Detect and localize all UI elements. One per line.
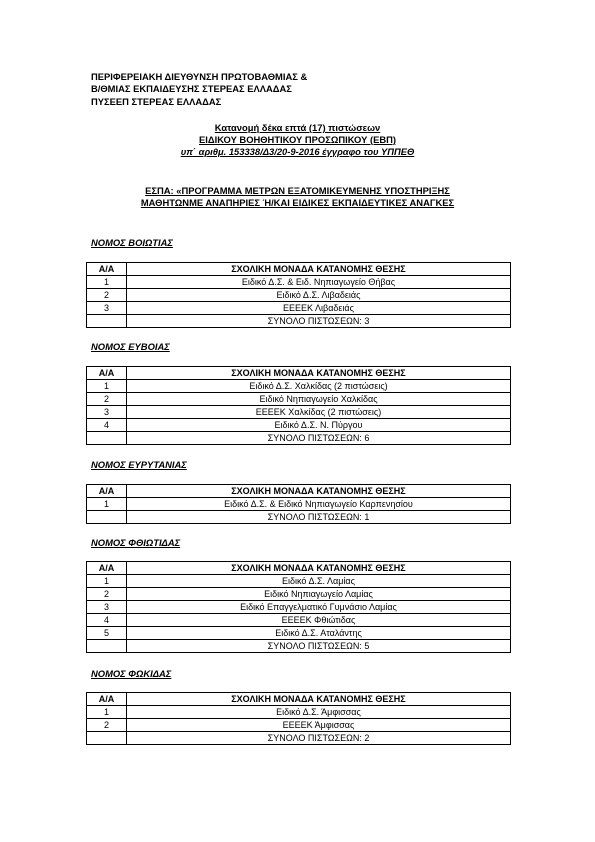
row-unit: Ειδικό Νηπιαγωγείο Λαμίας bbox=[127, 588, 511, 601]
row-aa: 3 bbox=[87, 406, 127, 419]
table-header-row bbox=[87, 367, 511, 380]
allocation-table bbox=[86, 561, 511, 653]
table-row bbox=[87, 719, 511, 732]
section-title: ΝΟΜΟΣ ΕΥΒΟΙΑΣ bbox=[91, 341, 170, 352]
header-unit: ΣΧΟΛΙΚΗ ΜΟΝΑΔΑ ΚΑΤΑΝΟΜΗΣ ΘΕΣΗΣ bbox=[127, 562, 511, 575]
header-unit: ΣΧΟΛΙΚΗ ΜΟΝΑΔΑ ΚΑΤΑΝΟΜΗΣ ΘΕΣΗΣ bbox=[127, 367, 511, 380]
row-aa: 4 bbox=[87, 419, 127, 432]
table-row bbox=[87, 588, 511, 601]
section-title: ΝΟΜΟΣ ΕΥΡΥΤΑΝΙΑΣ bbox=[91, 459, 187, 470]
table-total-row bbox=[87, 732, 511, 745]
row-aa-empty bbox=[87, 640, 127, 653]
table-row bbox=[87, 575, 511, 588]
program-line-1: ΕΣΠΑ: «ΠΡΟΓΡΑΜΜΑ ΜΕΤΡΩΝ ΕΞΑΤΟΜΙΚΕΥΜΕΝΗΣ ΥΠΟΣΤΗΡΙΞΗΣ bbox=[145, 185, 450, 196]
row-aa: 2 bbox=[87, 393, 127, 406]
header-aa: Α/Α bbox=[87, 485, 127, 498]
row-unit: ΕΕΕΕΚ Φθιώτιδας bbox=[127, 614, 511, 627]
total-credits: ΣΥΝΟΛΟ ΠΙΣΤΩΣΕΩΝ: 2 bbox=[127, 732, 511, 745]
row-unit: Ειδικό Δ.Σ. Αταλάντης bbox=[127, 627, 511, 640]
row-unit: Ειδικό Δ.Σ. & Ειδ. Νηπιαγωγείο Θήβας bbox=[127, 276, 511, 289]
row-aa: 3 bbox=[87, 601, 127, 614]
row-unit: Ειδικό Επαγγελματικό Γυμνάσιο Λαμίας bbox=[127, 601, 511, 614]
row-aa: 2 bbox=[87, 289, 127, 302]
table-row bbox=[87, 289, 511, 302]
header-unit: ΣΧΟΛΙΚΗ ΜΟΝΑΔΑ ΚΑΤΑΝΟΜΗΣ ΘΕΣΗΣ bbox=[127, 693, 511, 706]
table-row bbox=[87, 380, 511, 393]
issuer-header bbox=[91, 71, 307, 108]
allocation-table bbox=[86, 484, 511, 524]
row-unit: Ειδικό Δ.Σ. Λιβαδειάς bbox=[127, 289, 511, 302]
row-unit: Ειδικό Δ.Σ. Ν. Πύργου bbox=[127, 419, 511, 432]
header-aa: Α/Α bbox=[87, 693, 127, 706]
row-unit: Ειδικό Δ.Σ. Άμφισσας bbox=[127, 706, 511, 719]
row-aa: 1 bbox=[87, 276, 127, 289]
row-aa: 1 bbox=[87, 380, 127, 393]
row-aa-empty bbox=[87, 732, 127, 745]
row-aa: 4 bbox=[87, 614, 127, 627]
row-aa: 1 bbox=[87, 575, 127, 588]
program-line-2: ΜΑΘΗΤΩΝΜΕ ΑΝΑΠΗΡΙΕΣ Ή/ΚΑΙ ΕΙΔΙΚΕΣ ΕΚΠΑΙΔΕΥΤΙΚΕΣ ΑΝΑΓΚΕΣ bbox=[140, 197, 455, 209]
allocation-table bbox=[86, 262, 511, 328]
row-aa: 2 bbox=[87, 588, 127, 601]
row-unit: ΕΕΕΕΚ Άμφισσας bbox=[127, 719, 511, 732]
subject-line-3: υπ΄ αριθμ. 153338/Δ3/20-9-2016 έγγραφο του ΥΠΠΕΘ bbox=[180, 145, 415, 157]
header-aa: Α/Α bbox=[87, 263, 127, 276]
header-unit: ΣΧΟΛΙΚΗ ΜΟΝΑΔΑ ΚΑΤΑΝΟΜΗΣ ΘΕΣΗΣ bbox=[127, 485, 511, 498]
issuer-line-1: ΠΕΡΙΦΕΡΕΙΑΚΗ ΔΙΕΥΘΥΝΣΗ ΠΡΩΤΟΒΑΘΜΙΑΣ & bbox=[91, 71, 308, 82]
subject-block bbox=[0, 122, 595, 157]
row-unit: Ειδικό Δ.Σ. Λαμίας bbox=[127, 575, 511, 588]
table-row bbox=[87, 627, 511, 640]
row-unit: Ειδικό Δ.Σ. & Ειδικό Νηπιαγωγείο Καρπενησίου bbox=[127, 498, 511, 511]
issuer-line-3: ΠΥΣΕΕΠ ΣΤΕΡΕΑΣ ΕΛΛΑΔΑΣ bbox=[91, 95, 222, 107]
table-header-row bbox=[87, 485, 511, 498]
total-credits: ΣΥΝΟΛΟ ΠΙΣΤΩΣΕΩΝ: 3 bbox=[127, 315, 511, 328]
row-unit: ΕΕΕΕΚ Χαλκίδας (2 πιστώσεις) bbox=[127, 406, 511, 419]
section-title: ΝΟΜΟΣ ΦΘΙΩΤΙΔΑΣ bbox=[91, 537, 181, 548]
total-credits: ΣΥΝΟΛΟ ΠΙΣΤΩΣΕΩΝ: 6 bbox=[127, 432, 511, 445]
row-aa-empty bbox=[87, 315, 127, 328]
table-row bbox=[87, 276, 511, 289]
subject-line-1: Κατανομή δέκα επτά (17) πιστώσεων bbox=[214, 122, 381, 133]
total-credits: ΣΥΝΟΛΟ ΠΙΣΤΩΣΕΩΝ: 5 bbox=[127, 640, 511, 653]
section-title: ΝΟΜΟΣ ΒΟΙΩΤΙΑΣ bbox=[91, 237, 173, 248]
row-aa: 2 bbox=[87, 719, 127, 732]
allocation-table bbox=[86, 366, 511, 445]
row-unit: ΕΕΕΕΚ Λιβαδειάς bbox=[127, 302, 511, 315]
row-aa: 1 bbox=[87, 706, 127, 719]
header-aa: Α/Α bbox=[87, 367, 127, 380]
table-row bbox=[87, 393, 511, 406]
issuer-line-2: Β/ΘΜΙΑΣ ΕΚΠΑΙΔΕΥΣΗΣ ΣΤΕΡΕΑΣ ΕΛΛΑΔΑΣ bbox=[91, 83, 292, 95]
row-unit: Ειδικό Δ.Σ. Χαλκίδας (2 πιστώσεις) bbox=[127, 380, 511, 393]
header-aa: Α/Α bbox=[87, 562, 127, 575]
row-aa-empty bbox=[87, 511, 127, 524]
table-row bbox=[87, 601, 511, 614]
table-row bbox=[87, 614, 511, 627]
row-aa-empty bbox=[87, 432, 127, 445]
row-unit: Ειδικό Νηπιαγωγείο Χαλκίδας bbox=[127, 393, 511, 406]
table-row bbox=[87, 498, 511, 511]
subject-line-2: ΕΙΔΙΚΟΥ ΒΟΗΘΗΤΙΚΟΥ ΠΡΟΣΩΠΙΚΟΥ (ΕΒΠ) bbox=[199, 133, 396, 145]
row-aa: 3 bbox=[87, 302, 127, 315]
header-unit: ΣΧΟΛΙΚΗ ΜΟΝΑΔΑ ΚΑΤΑΝΟΜΗΣ ΘΕΣΗΣ bbox=[127, 263, 511, 276]
table-total-row bbox=[87, 640, 511, 653]
table-row bbox=[87, 406, 511, 419]
table-row bbox=[87, 302, 511, 315]
row-aa: 5 bbox=[87, 627, 127, 640]
table-total-row bbox=[87, 511, 511, 524]
row-aa: 1 bbox=[87, 498, 127, 511]
section-title: ΝΟΜΟΣ ΦΩΚΙΔΑΣ bbox=[91, 668, 172, 679]
table-total-row bbox=[87, 432, 511, 445]
table-header-row bbox=[87, 562, 511, 575]
total-credits: ΣΥΝΟΛΟ ΠΙΣΤΩΣΕΩΝ: 1 bbox=[127, 511, 511, 524]
table-total-row bbox=[87, 315, 511, 328]
allocation-table bbox=[86, 692, 511, 745]
program-block bbox=[0, 185, 595, 210]
table-header-row bbox=[87, 263, 511, 276]
table-row bbox=[87, 706, 511, 719]
table-header-row bbox=[87, 693, 511, 706]
table-row bbox=[87, 419, 511, 432]
